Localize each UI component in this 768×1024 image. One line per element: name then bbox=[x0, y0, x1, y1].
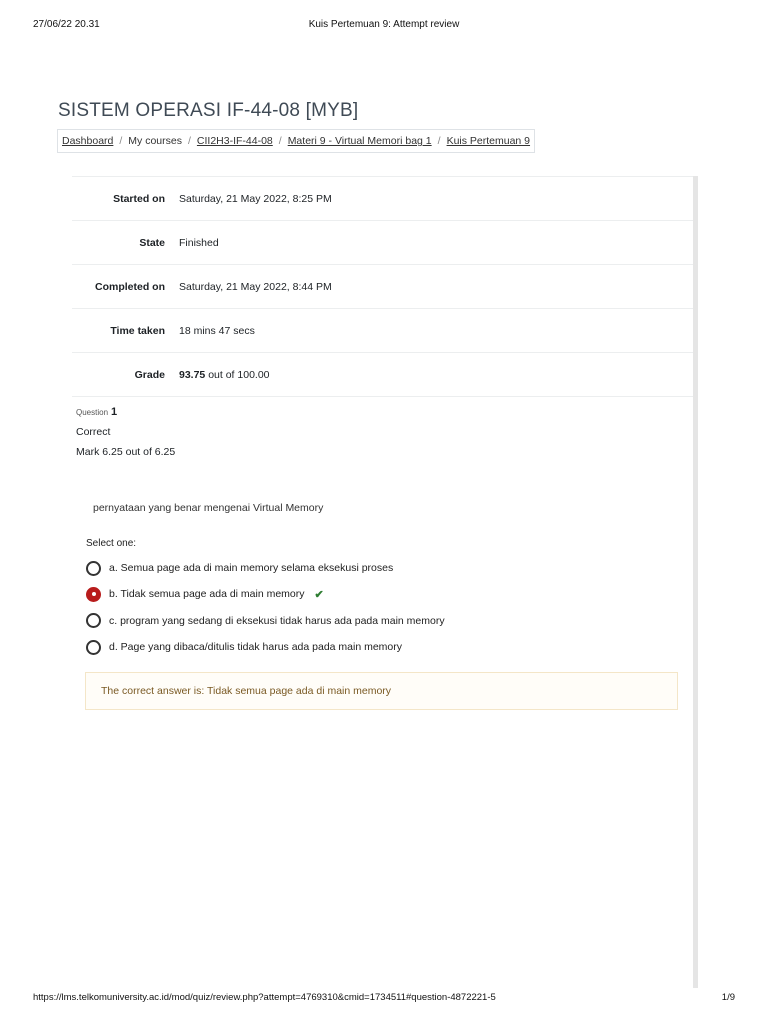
summary-row-grade bbox=[72, 353, 694, 397]
question-text: pernyataan yang benar mengenai Virtual Memory bbox=[93, 502, 324, 514]
breadcrumb-quiz[interactable]: Kuis Pertemuan 9 bbox=[446, 135, 531, 147]
started-label: Started on bbox=[113, 192, 165, 205]
breadcrumb-my-courses: My courses bbox=[128, 135, 182, 147]
question-number: 1 bbox=[110, 406, 118, 418]
grade-label: Grade bbox=[134, 368, 165, 381]
answer-option-b[interactable] bbox=[86, 581, 445, 607]
breadcrumb-section[interactable]: Materi 9 - Virtual Memori bag 1 bbox=[287, 135, 432, 147]
radio-button[interactable] bbox=[86, 561, 101, 576]
correct-answer-feedback: The correct answer is: Tidak semua page ada di main memory bbox=[85, 672, 678, 710]
select-one-label: Select one: bbox=[86, 538, 137, 549]
course-title: SISTEM OPERASI IF-44-08 [MYB] bbox=[58, 100, 359, 121]
answer-label-a: a. Semua page ada di main memory selama eksekusi proses bbox=[109, 562, 394, 575]
breadcrumb-separator: / bbox=[119, 135, 123, 147]
question-info bbox=[76, 406, 175, 458]
answer-label-b: b. Tidak semua page ada di main memory bbox=[109, 588, 305, 601]
print-url: https://lms.telkomuniversity.ac.id/mod/quiz/review.php?attempt=4769310&cmid=1734511#question-4872221-5 bbox=[33, 992, 496, 1003]
question-status: Correct bbox=[76, 426, 111, 438]
breadcrumb bbox=[57, 129, 535, 153]
breadcrumb-separator: / bbox=[437, 135, 441, 147]
breadcrumb-separator: / bbox=[278, 135, 282, 147]
state-value: Finished bbox=[179, 236, 219, 249]
answer-options bbox=[86, 555, 445, 660]
time-taken-value: 18 mins 47 secs bbox=[179, 324, 255, 337]
question-mark: Mark 6.25 out of 6.25 bbox=[76, 446, 176, 458]
correct-check-icon: ✔ bbox=[314, 588, 324, 601]
radio-button-selected[interactable] bbox=[86, 587, 101, 602]
print-title: Kuis Pertemuan 9: Attempt review bbox=[308, 19, 460, 30]
breadcrumb-separator: / bbox=[187, 135, 191, 147]
summary-row-time-taken bbox=[72, 309, 694, 353]
attempt-summary-table bbox=[72, 176, 694, 397]
grade-value bbox=[165, 369, 270, 381]
summary-row-state bbox=[72, 221, 694, 265]
completed-value: Saturday, 21 May 2022, 8:44 PM bbox=[179, 280, 332, 293]
radio-button[interactable] bbox=[86, 613, 101, 628]
completed-label: Completed on bbox=[95, 280, 165, 293]
answer-option-c[interactable] bbox=[86, 608, 445, 634]
time-taken-label: Time taken bbox=[110, 324, 165, 337]
started-value: Saturday, 21 May 2022, 8:25 PM bbox=[179, 192, 332, 205]
breadcrumb-dashboard[interactable]: Dashboard bbox=[62, 135, 114, 147]
radio-button[interactable] bbox=[86, 640, 101, 655]
answer-option-a[interactable] bbox=[86, 555, 445, 581]
scrollbar[interactable] bbox=[693, 176, 698, 988]
summary-row-started bbox=[72, 177, 694, 221]
print-page-number: 1/9 bbox=[721, 992, 735, 1003]
answer-label-c: c. program yang sedang di eksekusi tidak harus ada pada main memory bbox=[109, 614, 445, 627]
answer-option-d[interactable] bbox=[86, 634, 445, 660]
summary-row-completed bbox=[72, 265, 694, 309]
answer-label-d: d. Page yang dibaca/ditulis tidak harus ada pada main memory bbox=[109, 641, 403, 654]
grade-score: 93.75 bbox=[179, 368, 206, 381]
grade-out-of: out of 100.00 bbox=[208, 368, 270, 381]
print-date: 27/06/22 20.31 bbox=[33, 19, 100, 30]
question-prefix: Question bbox=[76, 408, 109, 417]
state-label: State bbox=[139, 236, 165, 249]
breadcrumb-course[interactable]: CII2H3-IF-44-08 bbox=[196, 135, 273, 147]
